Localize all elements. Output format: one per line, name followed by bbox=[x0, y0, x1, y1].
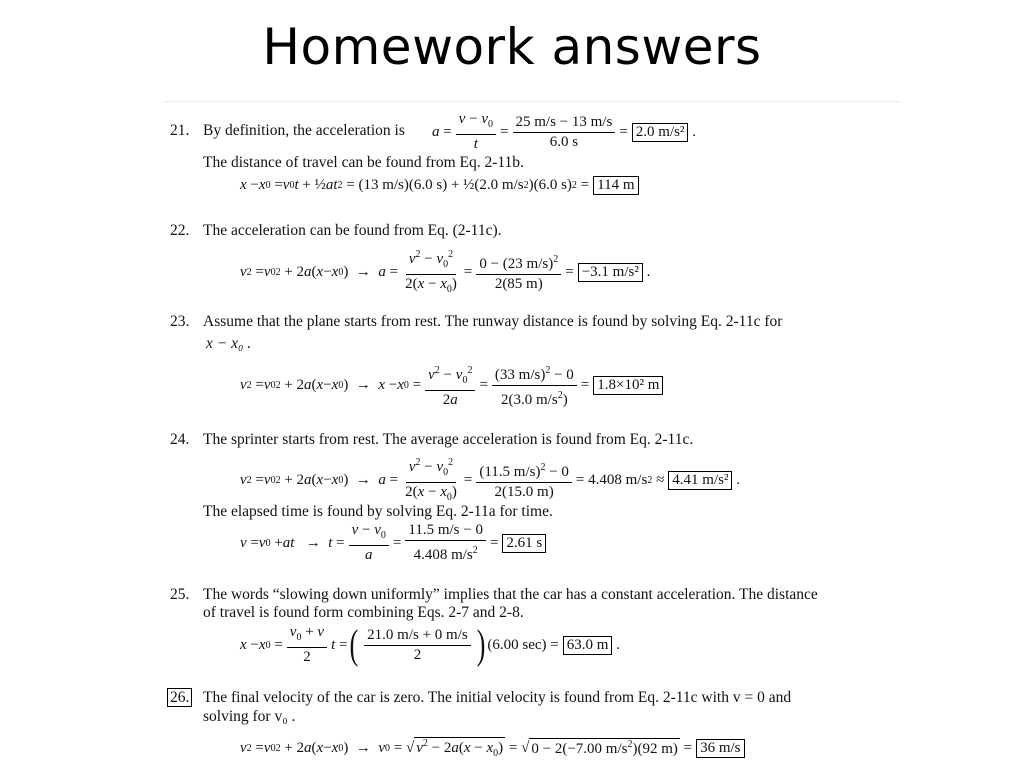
problem-21-answer-1: 2.0 m/s² bbox=[632, 123, 689, 142]
problem-24-equation-2: v = v 0 + at → t = $\frac{v - v_0}{a}$ = $\frac{11.5 m/s - 0}{4.408 m/s^2}$ = 2.61 s bbox=[240, 522, 546, 564]
problem-26-line-2: solving for v₀ . bbox=[203, 708, 296, 725]
problem-26-number: 26. bbox=[167, 689, 192, 707]
problem-24-equation-1: v 2 = v 0 2 + 2 a ( x − x 0 ) → a = $\frac{v^2 - v_0^2}{2(x - x_0)}$ = $\frac{(11.5 m/s)^2 - 0}{2(15.0 m)}$ = 4.408 m/s 2 ≈ 4.41 m/s² . bbox=[240, 454, 740, 506]
problem-23-answer: 1.8×10² m bbox=[593, 376, 663, 395]
slide-title: Homework answers bbox=[262, 18, 762, 76]
problem-23-number: 23. bbox=[170, 313, 190, 330]
problem-21-answer-2: 114 m bbox=[593, 176, 638, 195]
problem-26-answer: 36 m/s bbox=[696, 739, 744, 758]
problem-23-line-1: Assume that the plane starts from rest. The runway distance is found by solving Eq. 2-11c for bbox=[203, 313, 783, 330]
problem-23-equation: v 2 = v 0 2 + 2 a ( x − x 0 ) → x − x 0 = $\frac{v^2 - v_0^2}{2a}$ = $\frac{(33 m/s)^2 - 0}{2(3.0 m/s^2)}$ = 1.8×10² m bbox=[240, 362, 663, 409]
problem-21-equation-1: a = $\frac{v - v_0}{t}$ = $\frac{25 m/s - 13 m/s}{6.0 s}$ = 2.0 m/s² . bbox=[432, 111, 696, 152]
problem-22-number: 22. bbox=[170, 222, 190, 239]
problem-24-answer-2: 2.61 s bbox=[502, 534, 546, 553]
problem-21-line-2: The distance of travel can be found from Eq. 2-11b. bbox=[203, 154, 524, 171]
problem-25-equation: x − x 0 = $\frac{v_0 + v}{2}$ t = ( $\frac{21.0 m/s + 0 m/s}{2}$ ) (6.00 sec) = 63.0 m . bbox=[240, 621, 620, 668]
divider bbox=[163, 101, 901, 102]
problem-26-equation: v 2 = v 0 2 + 2 a ( x − x 0 ) → v 0 = √ $v^2 - 2a(x - x_0)$ = √ 0 − 2(−7.00 $m/s^2)(92$ m) = 36 m/s bbox=[240, 737, 745, 759]
problem-24-answer-1: 4.41 m/s² bbox=[668, 471, 732, 490]
problem-23-line-2: x − x₀ . bbox=[206, 335, 252, 352]
problem-25-line-1: The words “slowing down uniformly” implies that the car has a constant acceleration. The distance bbox=[203, 586, 818, 603]
problem-25-number: 25. bbox=[170, 586, 190, 603]
problem-24-line-2: The elapsed time is found by solving Eq. 2-11a for time. bbox=[203, 503, 553, 520]
problem-25-answer: 63.0 m bbox=[563, 636, 613, 655]
problem-21-line-1: By definition, the acceleration is bbox=[203, 122, 405, 139]
problem-22-equation: v 2 = v 0 2 + 2 a ( x − x 0 ) → a = $\frac{v^2 - v_0^2}{2(x - x_0)}$ = $\frac{0 - (23 m/s)^2}{2(85 m)}$ = −3.1 m/s² . bbox=[240, 246, 650, 298]
problem-24-number: 24. bbox=[170, 431, 190, 448]
problem-25-line-2: of travel is found form combining Eqs. 2-7 and 2-8. bbox=[203, 604, 524, 621]
problem-22-line-1: The acceleration can be found from Eq. (2-11c). bbox=[203, 222, 502, 239]
problem-26-line-1: The final velocity of the car is zero. The initial velocity is found from Eq. 2-11c with v = 0 and bbox=[203, 689, 792, 706]
problem-21-number: 21. bbox=[170, 122, 190, 139]
problem-24-line-1: The sprinter starts from rest. The average acceleration is found from Eq. 2-11c. bbox=[203, 431, 694, 448]
problem-21-equation-2: x − x 0 = v 0 t + ½ at 2 = (13 m/s)(6.0 s) + ½(2.0 m/s 2 )(6.0 s) 2 = 114 m bbox=[240, 176, 639, 195]
problem-22-answer: −3.1 m/s² bbox=[578, 263, 643, 282]
